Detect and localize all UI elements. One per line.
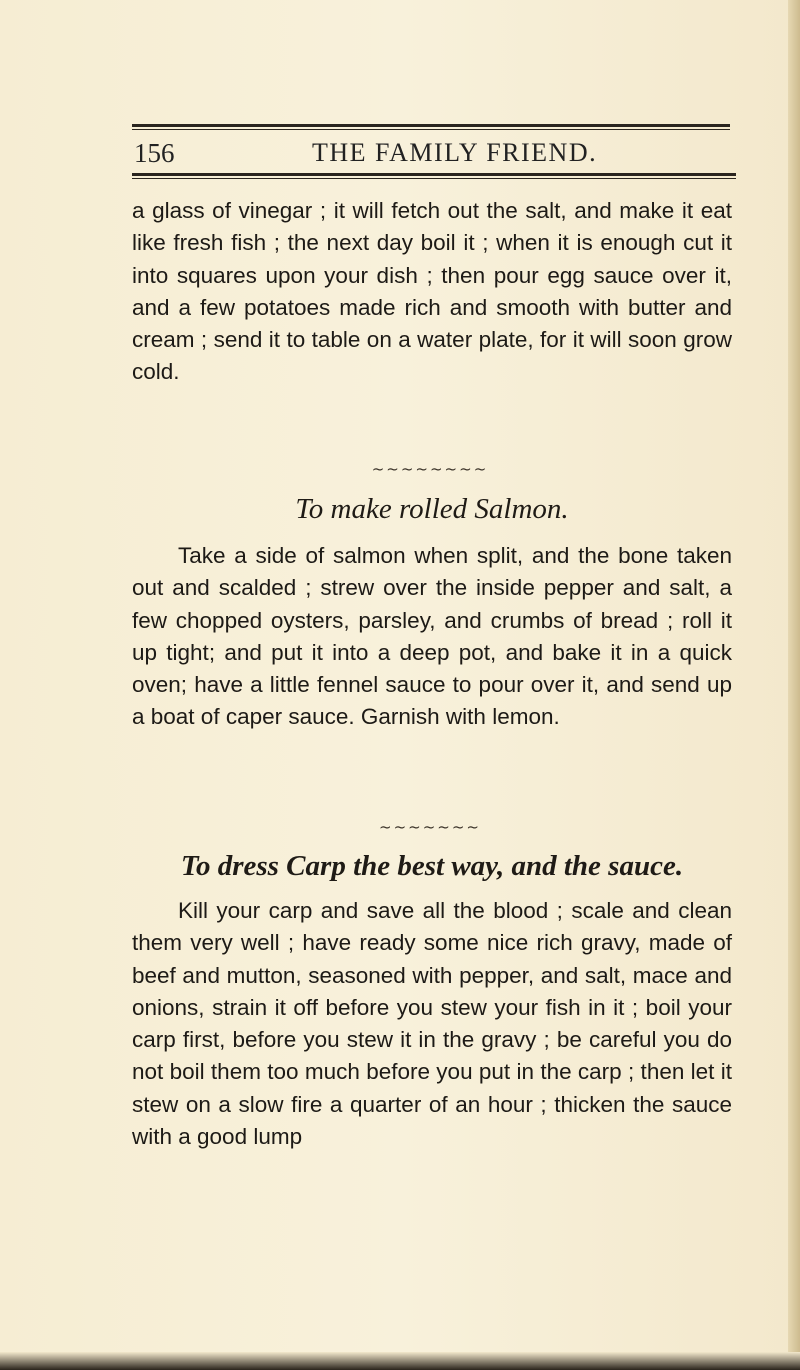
recipe-text: Take a side of salmon when split, and the bone taken out and scalded ; strew over the inside pepper and salt, a few chopped oysters, parsley, and crumbs of bread ; roll it up tight; and put it into a deep pot, and bake it in a quick oven; have a little fennel sauce to pour over it, and send up a boat of caper sauce. Garnish with lemon. [132, 543, 732, 730]
header-rule-bottom [132, 173, 736, 176]
header-rule-top [132, 124, 730, 127]
section-divider-ornament: ~~~~~~~~ [371, 460, 489, 478]
recipe-body-rolled-salmon [132, 540, 732, 734]
section-divider-ornament: ~~~~~~~ [379, 818, 481, 836]
continuation-paragraph [132, 195, 732, 389]
running-title: THE FAMILY FRIEND. [312, 138, 598, 167]
page-bottom-shadow [0, 1352, 800, 1370]
continuation-text: a glass of vinegar ; it will fetch out the salt, and make it eat like fresh fish ; the next day boil it ; when it is enough cut it into squares upon your dish ; then pour egg sauce over it, and a few potatoes made rich and smooth with butter and cream ; send it to table on a water plate, for it will soon grow cold. [132, 198, 732, 385]
recipe-title-rolled-salmon: To make rolled Salmon. [295, 493, 569, 525]
page-number: 156 [134, 138, 175, 168]
header-rule-top-thin [132, 129, 730, 130]
page-edge-shadow [788, 0, 800, 1370]
recipe-title-dress-carp: To dress Carp the best way, and the sauce. [180, 850, 684, 882]
recipe-text: Kill your carp and save all the blood ; scale and clean them very well ; have ready some nice rich gravy, made of beef and mutton, seasoned with pepper, and salt, mace and onions, strain it off before you stew your fish in it ; boil your carp first, before you stew it in the gravy ; be careful you do not boil them too much before you put in the carp ; then let it stew on a slow fire a quarter of an hour ; thicken the sauce with a good lump [132, 898, 732, 1150]
recipe-body-dress-carp [132, 895, 732, 1153]
header-rule-bottom-thin [132, 178, 736, 179]
